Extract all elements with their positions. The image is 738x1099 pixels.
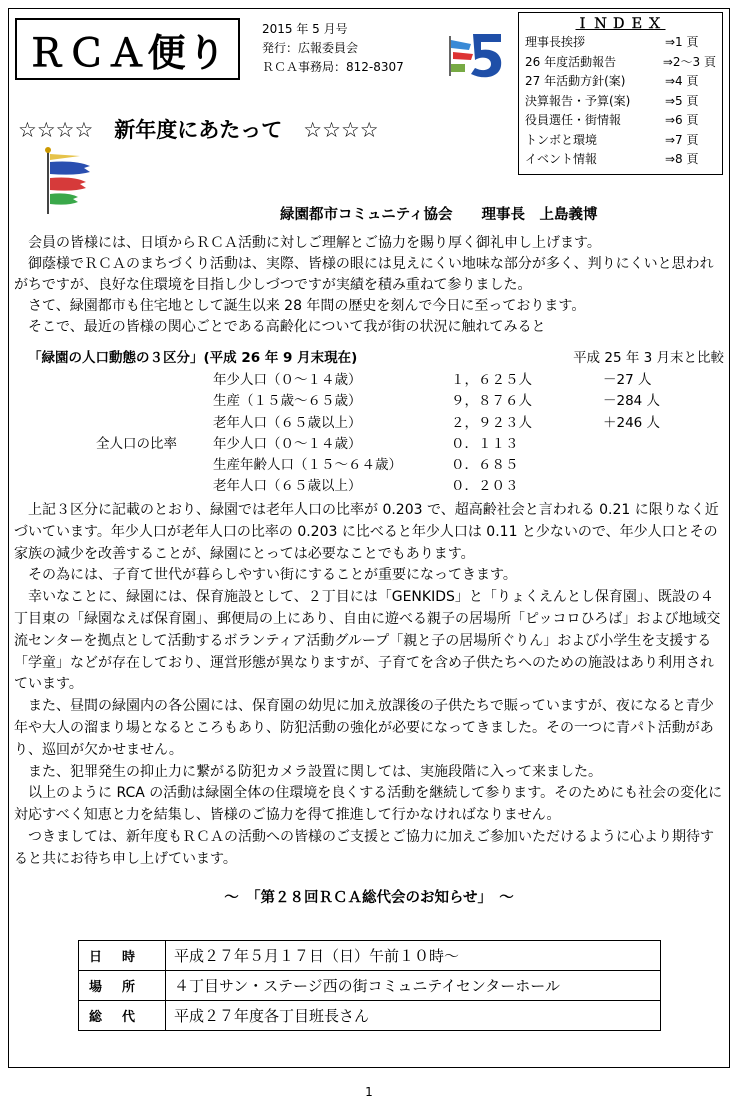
author-line: 緑園都市コミュニティ協会 理事長 上島義博 bbox=[280, 207, 598, 223]
table-row bbox=[79, 1001, 661, 1031]
page-number: 1 bbox=[365, 1085, 373, 1099]
index-item: 26 年度活動報告 ⇒2～3 頁 bbox=[525, 54, 716, 69]
newsletter-title: ＲＣＡ便り bbox=[15, 18, 240, 80]
article-headline: ☆☆☆☆ 新年度にあたって ☆☆☆☆ bbox=[18, 118, 379, 142]
detail-value: 平成２７年５月１７日（日）午前１０時～ bbox=[166, 941, 661, 971]
stat-row: 生産年齢人口（１５～６４歳） ０．６８５ bbox=[213, 457, 519, 474]
may-issue-logo-icon bbox=[445, 30, 505, 80]
index-item: イベント情報 ⇒8 頁 bbox=[525, 152, 699, 166]
detail-key: 場所 bbox=[79, 971, 166, 1001]
paragraph: 会員の皆様には、日頃からＲＣＡ活動に対しご理解とご協力を賜り厚く御礼申し上げます。 bbox=[28, 235, 601, 251]
paragraph: そこで、最近の皆様の関心ごとである高齢化について我が街の状況に触れてみると bbox=[28, 319, 546, 335]
stat-row: 年少人口（０～１４歳） １，６２５人 －27 人 bbox=[213, 372, 652, 388]
stat-row: 生産（１５歳～６５歳） ９，８７６人 －284 人 bbox=[213, 393, 661, 410]
issue-date: 2015 年 5 月号 bbox=[262, 22, 348, 36]
index-item: トンボと環境 ⇒7 頁 bbox=[525, 132, 699, 147]
paragraph: さて、緑園都市も住宅地として誕生以来 28 年間の歴史を刻んで今日に至っております。 bbox=[28, 298, 586, 314]
koinobori-icon bbox=[40, 146, 110, 216]
stat-row: 老年人口（６５歳以上） ２，９２３人 ＋246 人 bbox=[213, 414, 661, 431]
detail-key: 総代 bbox=[79, 1001, 166, 1031]
population-table bbox=[28, 368, 708, 496]
issue-info bbox=[262, 20, 404, 77]
table-row bbox=[79, 941, 661, 971]
paragraph: つきましては、新年度もＲＣＡの活動への皆様のご支援とご協力に加えご参加いただけるように心より期待すると共にお待ち申し上げています。 bbox=[14, 828, 714, 867]
index-box bbox=[518, 12, 723, 175]
table-row bbox=[79, 971, 661, 1001]
detail-key: 日時 bbox=[79, 941, 166, 971]
main-text bbox=[14, 500, 724, 871]
paragraph: 以上のように RCA の活動は緑園全体の住環境を良くする活動を継続して参ります。そのためにも社会の変化に対応すべく知恵と力を結集し、皆様のご協力を得て推進して行かなければなりません。 bbox=[14, 785, 723, 824]
meeting-details-table bbox=[78, 940, 661, 1031]
comparison-label: 平成 25 年 3 月末と比較 bbox=[573, 350, 724, 366]
stat-row: 全人口の比率 年少人口（０～１４歳） ０．１１３ bbox=[96, 435, 519, 452]
paragraph: 上記３区分に記載のとおり、緑園では老年人口の比率が 0.203 で、超高齢社会と言われる 0.21 に限りなく近づいています。年少人口が老年人口の比率の 0.203 に比べると年少人口は 0.11 と少ないので、年少人口とその家族の減少を改善することが、緑園にとっては必要なことでもあります。 bbox=[14, 502, 719, 562]
population-heading bbox=[28, 346, 724, 368]
intro-text bbox=[14, 233, 724, 338]
paragraph: その為には、子育て世代が暮らしやすい街にすることが重要になってきます。 bbox=[28, 567, 517, 584]
issue-office: ＲＣＡ事務局：812-8307 bbox=[262, 60, 404, 74]
detail-value: 平成２７年度各丁目班長さん bbox=[166, 1001, 661, 1031]
stat-row: 老年人口（６５歳以上） ０．２０３ bbox=[213, 478, 519, 495]
index-item: 役員選任・街情報 ⇒6 頁 bbox=[525, 113, 699, 127]
index-item: 27 年活動方針(案) ⇒4 頁 bbox=[525, 74, 699, 88]
index-title: ＩＮＤＥＸ bbox=[575, 16, 666, 32]
issue-publisher: 発行：広報委員会 bbox=[262, 41, 359, 55]
paragraph: 幸いなことに、緑園には、保育施設として、２丁目には「GENKIDS」と「りょくえんとし保育園」、既設の４丁目東の「緑園なえば保育園」、郵便局の上にあり、自由に遊べる親子の居場所「ピッコロひろば」および地域交流センターを拠点として活動するボランティア活動グループ「親と子の居場所ぐりん」および小学生を支援する「学童」などが存在しており、運営形態が異なりますが、子育てを含め子供たちへのための施設はあり利用されています。 bbox=[14, 589, 721, 693]
paragraph: また、犯罪発生の抑止力に繋がる防犯カメラ設置に関しては、実施段階に入って来ました。 bbox=[28, 763, 602, 780]
paragraph: また、昼間の緑園内の各公園には、保育園の幼児に加え放課後の子供たちで賑っていますが、夜になると青少年や大人の溜まり場となるところもあり、防犯活動の強化が必要になってきました。その一つに青パト活動があり、巡回が欠かせません。 bbox=[14, 698, 714, 758]
detail-value: ４丁目サン・ステージ西の街コミュニテイセンターホール bbox=[166, 971, 661, 1001]
population-title: 「緑園の人口動態の３区分」(平成 26 年 9 月末現在) bbox=[28, 350, 358, 366]
paragraph: 御蔭様でＲＣＡのまちづくり活動は、実際、皆様の眼には見えにくい地味な部分が多く、判りにくいと思われがちですが、良好な住環境を目指し少しづつですが実績を積み重ねて参りました。 bbox=[14, 256, 714, 293]
index-item: 理事長挨拶 ⇒1 頁 bbox=[525, 35, 699, 49]
meeting-notice-title: ～ 「第２８回ＲＣＡ総代会のお知らせ」 ～ bbox=[224, 890, 514, 906]
index-item: 決算報告・予算(案) ⇒5 頁 bbox=[525, 93, 699, 108]
